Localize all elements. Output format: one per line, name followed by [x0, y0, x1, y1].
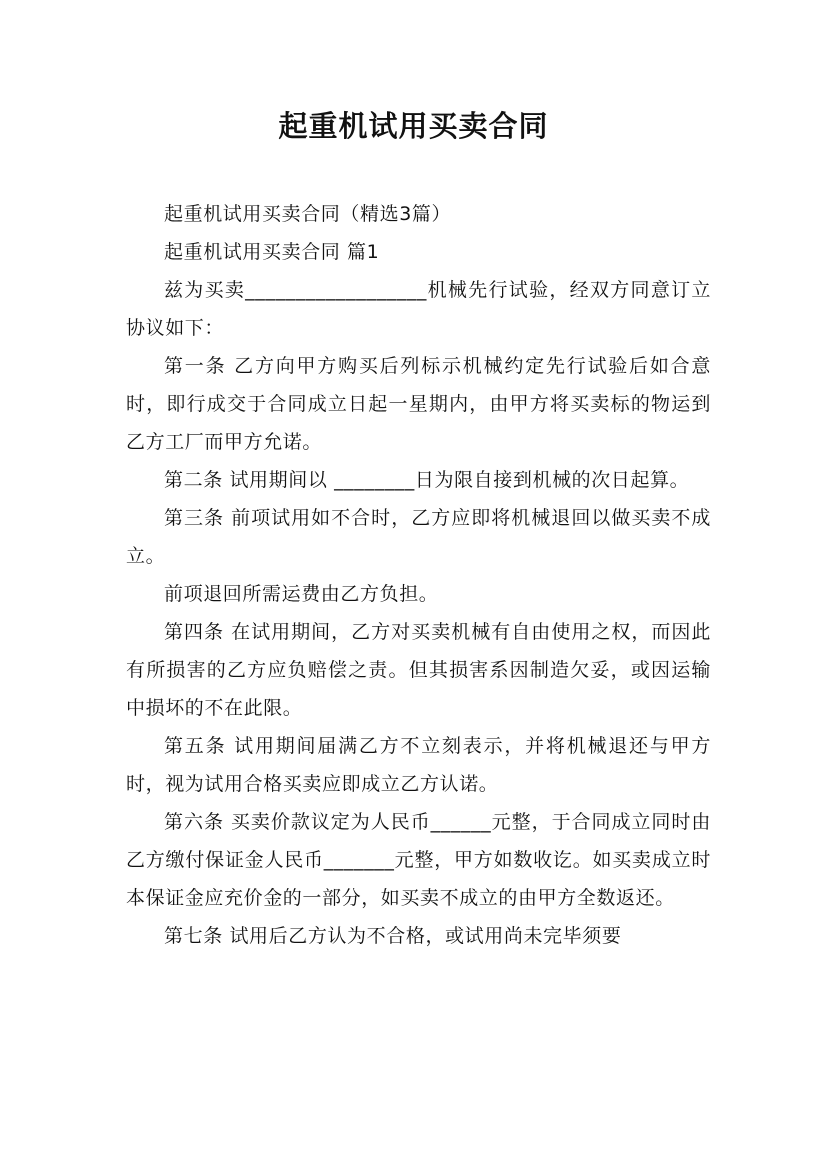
paragraph-article-4: 第四条 在试用期间，乙方对买卖机械有自由使用之权，而因此有所损害的乙方应负赔偿之责。但其损害系因制造欠妥，或因运输中损坏的不在此限。 [126, 621, 711, 719]
paragraph-article-3: 第三条 前项试用如不合时，乙方应即将机械退回以做买卖不成立。 [126, 507, 711, 567]
document-title: 起重机试用买卖合同 [278, 109, 549, 143]
document-body [126, 195, 711, 955]
paragraph-section-heading: 起重机试用买卖合同 篇1 [164, 241, 380, 263]
paragraph-article-2: 第二条 试用期间以 ________日为限自接到机械的次日起算。 [164, 469, 690, 491]
paragraph-article-3-note: 前项退回所需运费由乙方负担。 [164, 583, 439, 605]
paragraph-collection-title: 起重机试用买卖合同（精选3篇） [164, 203, 452, 225]
paragraph-article-6: 第六条 买卖价款议定为人民币______元整，于合同成立同时由乙方缴付保证金人民币_______元整，甲方如数收讫。如买卖成立时本保证金应充价金的一部分，如买卖不成立的由甲方全数返还。 [126, 811, 711, 909]
paragraph-article-1: 第一条 乙方向甲方购买后列标示机械约定先行试验后如合意时，即行成交于合同成立日起一星期内，由甲方将买卖标的物运到乙方工厂而甲方允诺。 [126, 355, 711, 453]
paragraph-preamble: 兹为买卖__________________机械先行试验，经双方同意订立协议如下： [126, 279, 711, 339]
paragraph-article-5: 第五条 试用期间届满乙方不立刻表示，并将机械退还与甲方时，视为试用合格买卖应即成立乙方认诺。 [126, 735, 711, 795]
paragraph-article-7: 第七条 试用后乙方认为不合格，或试用尚未完毕须要 [164, 925, 622, 947]
